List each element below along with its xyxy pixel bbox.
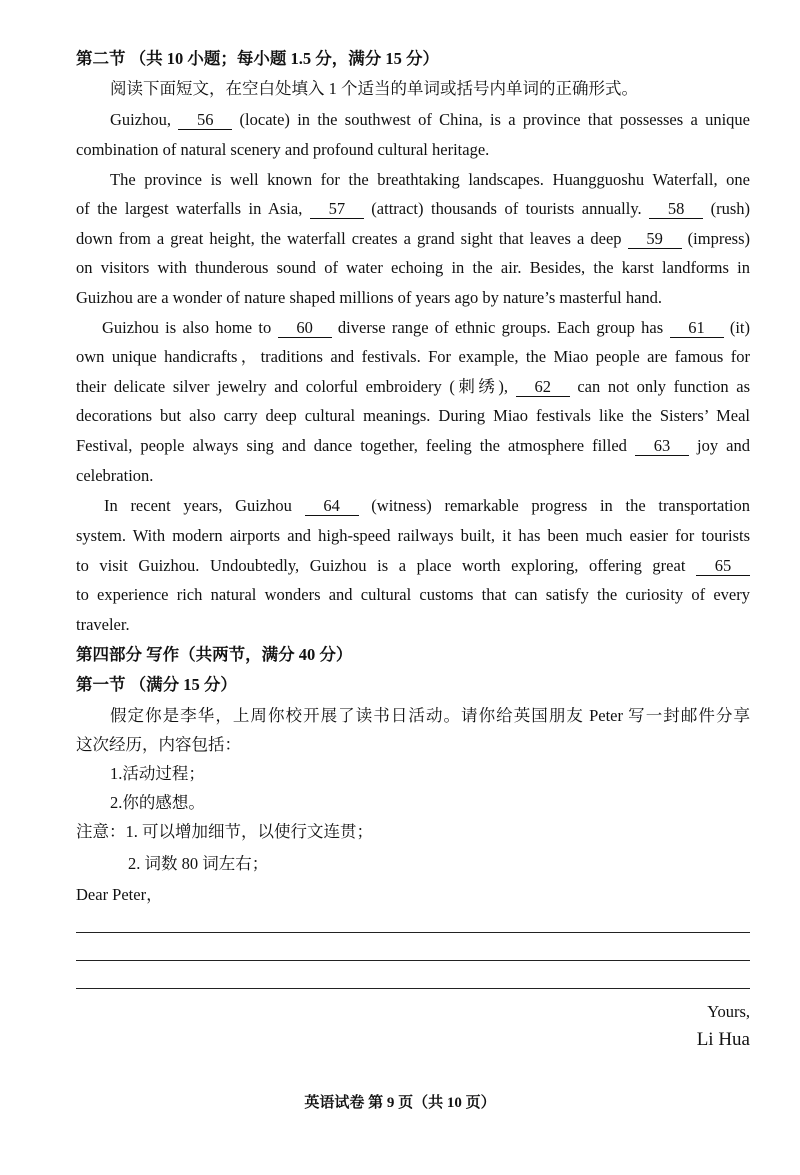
text-segment: (attract) thousands of tourists annually.	[363, 199, 650, 218]
text-line	[128, 853, 750, 875]
text-line	[110, 763, 750, 785]
text-line	[76, 465, 750, 487]
text-line	[110, 705, 750, 727]
text-segment: Festival, people always sing and dance together, feeling the atmosphere filled	[76, 436, 635, 455]
text-line	[76, 139, 750, 161]
text-segment: diverse range of ethnic groups. Each group has	[331, 318, 670, 337]
letter-signature: Li Hua	[696, 1029, 750, 1050]
section-heading	[76, 48, 750, 70]
text-segment: (rush)	[703, 199, 750, 218]
blank-63: 63	[635, 437, 689, 456]
blank-61: 61	[670, 319, 724, 338]
text-line	[76, 555, 750, 577]
blank-64: 64	[305, 497, 359, 516]
text-segment: Guizhou are a wonder of nature shaped millions of years ago by nature’s masterful hand.	[76, 288, 663, 307]
text-segment: 注意：1. 可以增加细节，以使行文连贯；	[76, 822, 373, 841]
text-segment: 阅读下面短文，在空白处填入 1 个适当的单词或括号内单词的正确形式。	[110, 79, 638, 98]
text-line	[102, 317, 750, 339]
text-line	[76, 198, 750, 220]
section-heading	[76, 644, 750, 666]
text-line	[110, 792, 750, 814]
text-line	[76, 257, 750, 279]
text-line	[76, 734, 750, 756]
text-segment: celebration.	[76, 466, 154, 485]
text-line	[76, 614, 750, 636]
blank-57: 57	[310, 200, 364, 219]
text-segment: 这次经历，内容包括：	[76, 735, 241, 754]
blank-56: 56	[178, 111, 232, 130]
text-segment: their delicate silver jewelry and colorful embroidery (刺绣),	[76, 377, 516, 396]
text-line	[76, 346, 750, 368]
blank-62: 62	[516, 378, 570, 397]
text-segment: In recent years, Guizhou	[104, 496, 305, 515]
text-segment: 1.活动过程；	[110, 764, 205, 783]
text-line	[110, 169, 750, 191]
text-segment: 第二节 （共 10 小题；每小题 1.5 分，满分 15 分）	[76, 49, 439, 68]
text-segment: Guizhou,	[110, 110, 179, 129]
text-line	[76, 821, 750, 843]
text-segment: (witness) remarkable progress in the transportation	[358, 496, 750, 515]
text-segment: on visitors with thunderous sound of water echoing in the air. Besides, the karst landforms in	[76, 258, 750, 277]
answer-line	[76, 932, 750, 933]
blank-60: 60	[278, 319, 332, 338]
text-line	[76, 405, 750, 427]
text-line	[76, 525, 750, 547]
text-segment: Guizhou is also home to	[102, 318, 278, 337]
text-segment: joy and	[688, 436, 750, 455]
letter-closing: Yours,	[707, 1002, 750, 1021]
text-segment: 2.你的感想。	[110, 793, 205, 812]
text-segment: 2. 词数 80 词左右；	[128, 854, 269, 873]
text-line	[76, 884, 750, 906]
text-segment: to visit Guizhou. Undoubtedly, Guizhou is a place worth exploring, offering great	[76, 556, 696, 575]
text-segment: can not only function as	[569, 377, 750, 396]
blank-65: 65	[696, 557, 750, 576]
text-line	[76, 287, 750, 309]
text-segment: (it)	[723, 318, 750, 337]
blank-59: 59	[628, 230, 682, 249]
text-line	[104, 495, 750, 517]
text-line	[76, 435, 750, 457]
text-line	[76, 584, 750, 606]
answer-line	[76, 960, 750, 961]
text-segment: down from a great height, the waterfall creates a grand sight that leaves a deep	[76, 229, 628, 248]
text-segment: to experience rich natural wonders and cultural customs that can satisfy the curiosity of every	[76, 585, 750, 604]
text-segment: Dear Peter，	[76, 885, 163, 904]
text-segment: 第一节 （满分 15 分）	[76, 675, 237, 694]
text-line	[110, 109, 750, 131]
text-segment: (impress)	[681, 229, 750, 248]
text-segment: (locate) in the southwest of China, is a province that possesses a unique	[232, 110, 750, 129]
text-line	[110, 78, 750, 100]
text-segment: traveler.	[76, 615, 130, 634]
text-segment: combination of natural scenery and profound cultural heritage.	[76, 140, 490, 159]
text-segment: 第四部分 写作（共两节，满分 40 分）	[76, 645, 353, 664]
section-heading	[76, 674, 750, 696]
page-footer: 英语试卷 第 9 页（共 10 页）	[304, 1095, 496, 1111]
text-segment: decorations but also carry deep cultural meanings. During Miao festivals like the Sisters’ Meal	[76, 406, 750, 425]
text-segment: 假定你是李华，上周你校开展了读书日活动。请你给英国朋友 Peter 写一封邮件分享	[110, 706, 750, 725]
text-segment: system. With modern airports and high-speed railways built, it has been much easier for tourists	[76, 526, 750, 545]
text-line	[76, 376, 750, 398]
text-line	[76, 228, 750, 250]
text-segment: own unique handicrafts，traditions and festivals. For example, the Miao people are famous for	[76, 347, 750, 366]
text-segment: of the largest waterfalls in Asia,	[76, 199, 310, 218]
blank-58: 58	[649, 200, 703, 219]
answer-line	[76, 988, 750, 989]
text-segment: The province is well known for the breathtaking landscapes. Huangguoshu Waterfall, one	[110, 170, 750, 189]
